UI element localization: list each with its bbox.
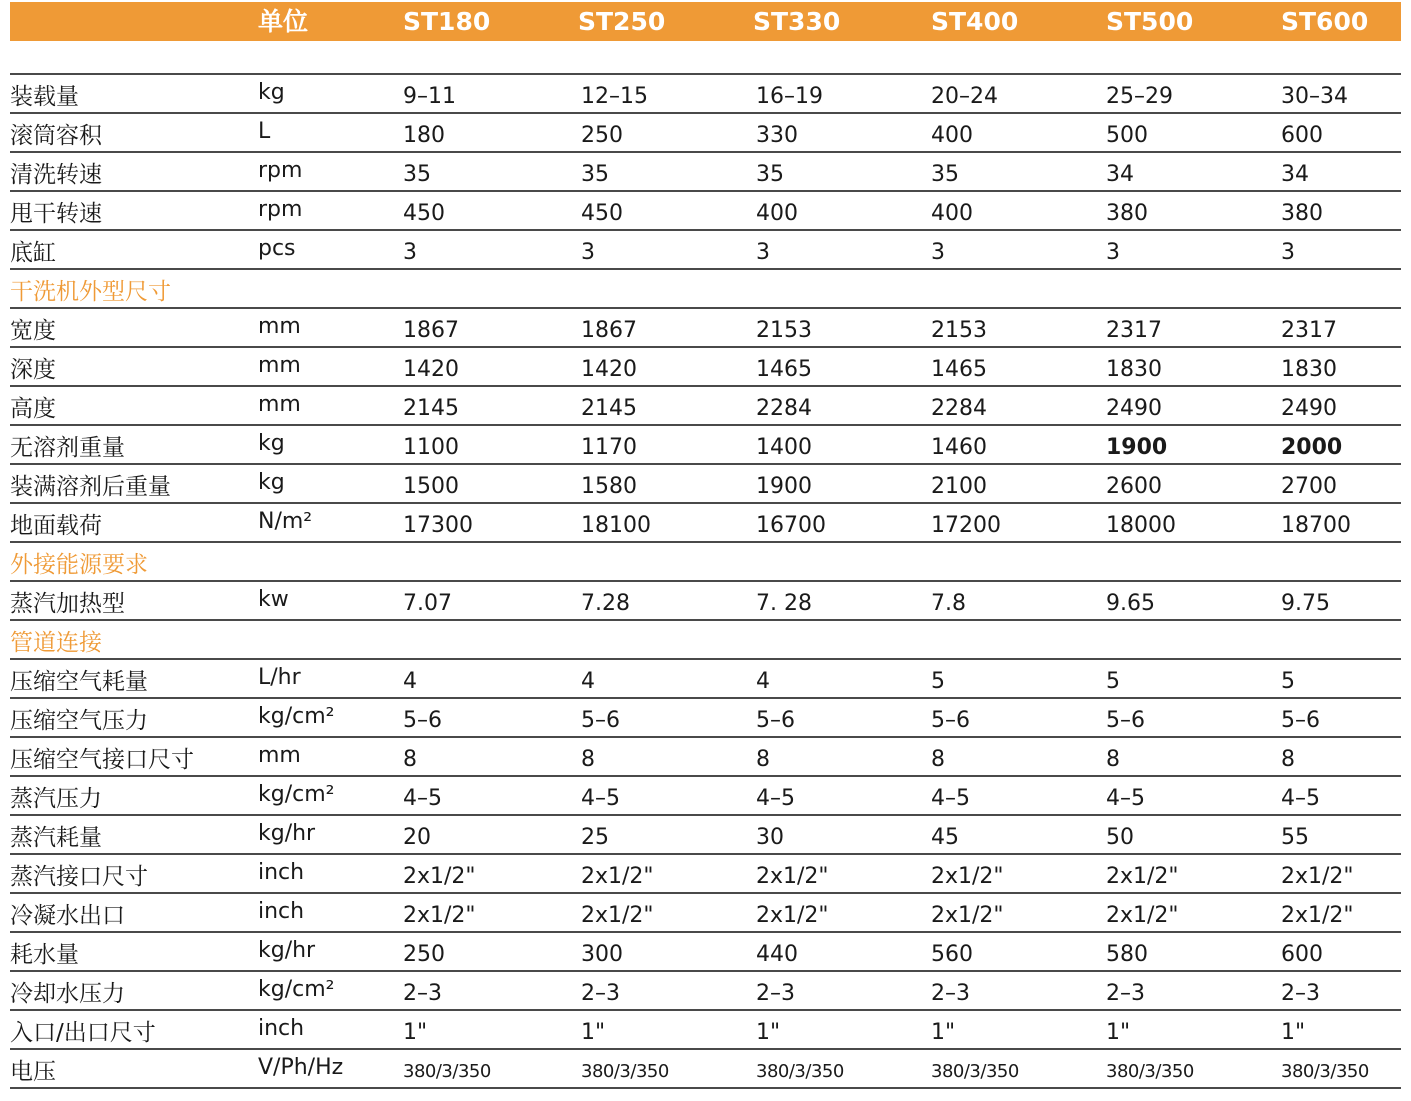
value-cell: 7. 28	[756, 591, 812, 616]
value-cell: 4–5	[403, 786, 442, 811]
value-cell: 8	[581, 747, 595, 772]
value-cell: 380	[1281, 201, 1323, 226]
value-cell: 2317	[1106, 318, 1162, 343]
row-unit: V/Ph/Hz	[258, 1055, 344, 1080]
value-cell: 2x1/2"	[1106, 903, 1179, 928]
value-cell: 8	[1106, 747, 1120, 772]
value-cell: 1"	[756, 1020, 781, 1045]
value-cell: 1"	[581, 1020, 606, 1045]
row-unit: kg/hr	[258, 821, 316, 846]
value-cell: 35	[756, 162, 784, 187]
row-label: 电压	[10, 1059, 56, 1085]
value-cell: 34	[1106, 162, 1134, 187]
value-cell: 5–6	[1281, 708, 1320, 733]
value-cell: 4	[403, 669, 417, 694]
row-unit: pcs	[258, 236, 296, 261]
value-cell: 4–5	[1106, 786, 1145, 811]
row-unit: N/m²	[258, 509, 313, 534]
value-cell: 380/3/350	[756, 1061, 844, 1082]
row-label: 压缩空气压力	[10, 708, 148, 734]
value-cell: 2x1/2"	[581, 864, 654, 889]
value-cell: 4–5	[931, 786, 970, 811]
row-unit: inch	[258, 899, 305, 924]
value-cell: 600	[1281, 942, 1323, 967]
value-cell: 2–3	[931, 981, 970, 1006]
section-row	[10, 270, 1401, 309]
value-cell: 1420	[581, 357, 637, 382]
value-cell: 1100	[403, 435, 459, 460]
value-cell: 1867	[403, 318, 459, 343]
row-unit: mm	[258, 743, 301, 768]
table-row	[10, 153, 1401, 192]
value-cell: 9.75	[1281, 591, 1330, 616]
value-cell: 180	[403, 123, 445, 148]
value-cell: 2x1/2"	[756, 903, 829, 928]
value-cell: 7.07	[403, 591, 452, 616]
table-row	[10, 114, 1401, 153]
value-cell: 2145	[581, 396, 637, 421]
row-unit: kg	[258, 80, 285, 105]
table-row	[10, 816, 1401, 855]
value-cell: 7.28	[581, 591, 630, 616]
value-cell: 3	[756, 240, 770, 265]
value-cell: 1460	[931, 435, 987, 460]
value-cell: 25–29	[1106, 84, 1173, 109]
value-cell: 3	[1106, 240, 1120, 265]
row-label: 地面载荷	[10, 513, 102, 539]
value-cell: 2000	[1281, 435, 1343, 460]
value-cell: 2–3	[1106, 981, 1145, 1006]
value-cell: 8	[756, 747, 770, 772]
table-header	[10, 2, 1401, 41]
value-cell: 250	[403, 942, 445, 967]
table-row	[10, 1050, 1401, 1089]
header-model: ST400	[931, 7, 1019, 36]
value-cell: 18000	[1106, 513, 1176, 538]
value-cell: 2490	[1281, 396, 1337, 421]
table-row	[10, 1011, 1401, 1050]
value-cell: 2x1/2"	[403, 864, 476, 889]
table-row	[10, 75, 1401, 114]
value-cell: 20	[403, 825, 431, 850]
row-label: 冷却水压力	[10, 981, 125, 1007]
value-cell: 380	[1106, 201, 1148, 226]
value-cell: 9.65	[1106, 591, 1155, 616]
row-unit: kg/cm²	[258, 977, 335, 1002]
value-cell: 2x1/2"	[756, 864, 829, 889]
value-cell: 2284	[931, 396, 987, 421]
value-cell: 2490	[1106, 396, 1162, 421]
value-cell: 18700	[1281, 513, 1351, 538]
value-cell: 600	[1281, 123, 1323, 148]
header-model: ST250	[578, 7, 666, 36]
row-unit: inch	[258, 1016, 305, 1041]
header-model: ST330	[753, 7, 841, 36]
value-cell: 3	[1281, 240, 1295, 265]
value-cell: 5	[1106, 669, 1120, 694]
row-unit: mm	[258, 314, 301, 339]
row-label: 耗水量	[10, 942, 79, 968]
value-cell: 380/3/350	[581, 1061, 669, 1082]
value-cell: 5–6	[1106, 708, 1145, 733]
value-cell: 380/3/350	[403, 1061, 491, 1082]
value-cell: 1"	[931, 1020, 956, 1045]
table-row	[10, 738, 1401, 777]
value-cell: 2x1/2"	[1281, 864, 1354, 889]
row-label: 压缩空气耗量	[10, 669, 148, 695]
value-cell: 5	[931, 669, 945, 694]
row-unit: kg/cm²	[258, 782, 335, 807]
value-cell: 2–3	[581, 981, 620, 1006]
row-label: 装载量	[10, 84, 79, 110]
table-row	[10, 972, 1401, 1011]
row-label: 压缩空气接口尺寸	[10, 747, 194, 773]
row-label: 冷凝水出口	[10, 903, 125, 929]
value-cell: 4–5	[756, 786, 795, 811]
row-unit: kg/hr	[258, 938, 316, 963]
value-cell: 380/3/350	[1281, 1061, 1369, 1082]
value-cell: 25	[581, 825, 609, 850]
row-unit: kg	[258, 431, 285, 456]
row-label: 清洗转速	[10, 162, 102, 188]
row-label: 高度	[10, 396, 56, 422]
section-heading: 外接能源要求	[10, 552, 148, 578]
value-cell: 45	[931, 825, 959, 850]
value-cell: 500	[1106, 123, 1148, 148]
value-cell: 380/3/350	[1106, 1061, 1194, 1082]
header-model: ST600	[1281, 7, 1369, 36]
value-cell: 2x1/2"	[403, 903, 476, 928]
table-row	[10, 894, 1401, 933]
value-cell: 5–6	[931, 708, 970, 733]
value-cell: 2–3	[1281, 981, 1320, 1006]
value-cell: 9–11	[403, 84, 456, 109]
row-label: 滚筒容积	[10, 123, 102, 149]
row-unit: L	[258, 119, 271, 144]
table-row	[10, 699, 1401, 738]
table-row	[10, 660, 1401, 699]
row-unit: rpm	[258, 197, 303, 222]
table-row	[10, 933, 1401, 972]
value-cell: 5–6	[581, 708, 620, 733]
table-row	[10, 309, 1401, 348]
row-label: 装满溶剂后重量	[10, 474, 171, 500]
value-cell: 4	[756, 669, 770, 694]
value-cell: 2145	[403, 396, 459, 421]
header-unit: 单位	[258, 7, 309, 36]
value-cell: 1830	[1281, 357, 1337, 382]
row-unit: kg	[258, 470, 285, 495]
value-cell: 8	[1281, 747, 1295, 772]
value-cell: 440	[756, 942, 798, 967]
value-cell: 560	[931, 942, 973, 967]
value-cell: 1900	[756, 474, 812, 499]
value-cell: 400	[931, 123, 973, 148]
value-cell: 8	[931, 747, 945, 772]
value-cell: 4	[581, 669, 595, 694]
header-model: ST180	[403, 7, 491, 36]
row-label: 甩干转速	[10, 201, 102, 227]
value-cell: 4–5	[1281, 786, 1320, 811]
value-cell: 12–15	[581, 84, 648, 109]
value-cell: 34	[1281, 162, 1309, 187]
value-cell: 2700	[1281, 474, 1337, 499]
value-cell: 1420	[403, 357, 459, 382]
value-cell: 300	[581, 942, 623, 967]
section-heading: 管道连接	[10, 630, 102, 656]
value-cell: 30	[756, 825, 784, 850]
value-cell: 250	[581, 123, 623, 148]
value-cell: 35	[403, 162, 431, 187]
value-cell: 2600	[1106, 474, 1162, 499]
value-cell: 1400	[756, 435, 812, 460]
value-cell: 5–6	[756, 708, 795, 733]
value-cell: 3	[581, 240, 595, 265]
value-cell: 8	[403, 747, 417, 772]
value-cell: 4–5	[581, 786, 620, 811]
value-cell: 1900	[1106, 435, 1168, 460]
section-heading: 干洗机外型尺寸	[10, 279, 171, 305]
row-label: 蒸汽加热型	[10, 591, 125, 617]
value-cell: 2x1/2"	[931, 864, 1004, 889]
section-row	[10, 543, 1401, 582]
value-cell: 400	[931, 201, 973, 226]
value-cell: 1580	[581, 474, 637, 499]
table-row	[10, 777, 1401, 816]
row-label: 宽度	[10, 318, 56, 344]
value-cell: 2x1/2"	[581, 903, 654, 928]
value-cell: 330	[756, 123, 798, 148]
row-unit: kw	[258, 587, 289, 612]
value-cell: 17200	[931, 513, 1001, 538]
value-cell: 2x1/2"	[931, 903, 1004, 928]
value-cell: 3	[403, 240, 417, 265]
value-cell: 1"	[1281, 1020, 1306, 1045]
value-cell: 18100	[581, 513, 651, 538]
table-row	[10, 387, 1401, 426]
value-cell: 450	[581, 201, 623, 226]
value-cell: 1465	[931, 357, 987, 382]
value-cell: 1"	[1106, 1020, 1131, 1045]
value-cell: 2153	[931, 318, 987, 343]
value-cell: 5–6	[403, 708, 442, 733]
row-unit: mm	[258, 353, 301, 378]
value-cell: 20–24	[931, 84, 998, 109]
value-cell: 2284	[756, 396, 812, 421]
table-row	[10, 348, 1401, 387]
row-unit: mm	[258, 392, 301, 417]
value-cell: 1465	[756, 357, 812, 382]
section-row	[10, 621, 1401, 660]
row-unit: L/hr	[258, 665, 301, 690]
value-cell: 30–34	[1281, 84, 1348, 109]
value-cell: 3	[931, 240, 945, 265]
row-unit: kg/cm²	[258, 704, 335, 729]
table-row	[10, 855, 1401, 894]
table-row	[10, 426, 1401, 465]
value-cell: 2–3	[756, 981, 795, 1006]
value-cell: 1867	[581, 318, 637, 343]
value-cell: 50	[1106, 825, 1134, 850]
value-cell: 16–19	[756, 84, 823, 109]
value-cell: 400	[756, 201, 798, 226]
value-cell: 2317	[1281, 318, 1337, 343]
row-label: 深度	[10, 357, 56, 383]
value-cell: 1830	[1106, 357, 1162, 382]
value-cell: 55	[1281, 825, 1309, 850]
value-cell: 2100	[931, 474, 987, 499]
row-label: 蒸汽接口尺寸	[10, 864, 148, 890]
value-cell: 450	[403, 201, 445, 226]
value-cell: 1"	[403, 1020, 428, 1045]
value-cell: 17300	[403, 513, 473, 538]
value-cell: 16700	[756, 513, 826, 538]
row-label: 无溶剂重量	[10, 435, 125, 461]
table-row	[10, 582, 1401, 621]
row-unit: inch	[258, 860, 305, 885]
row-unit: rpm	[258, 158, 303, 183]
value-cell: 2153	[756, 318, 812, 343]
table-row	[10, 465, 1401, 504]
value-cell: 7.8	[931, 591, 966, 616]
value-cell: 35	[931, 162, 959, 187]
table-row	[10, 231, 1401, 270]
row-label: 底缸	[10, 240, 56, 266]
value-cell: 2–3	[403, 981, 442, 1006]
value-cell: 1170	[581, 435, 637, 460]
value-cell: 35	[581, 162, 609, 187]
row-label: 入口/出口尺寸	[10, 1020, 156, 1046]
row-label: 蒸汽压力	[10, 786, 102, 812]
value-cell: 5	[1281, 669, 1295, 694]
value-cell: 1500	[403, 474, 459, 499]
value-cell: 380/3/350	[931, 1061, 1019, 1082]
value-cell: 2x1/2"	[1281, 903, 1354, 928]
header-model: ST500	[1106, 7, 1194, 36]
value-cell: 580	[1106, 942, 1148, 967]
row-label: 蒸汽耗量	[10, 825, 102, 851]
table-row	[10, 504, 1401, 543]
table-row	[10, 192, 1401, 231]
value-cell: 2x1/2"	[1106, 864, 1179, 889]
